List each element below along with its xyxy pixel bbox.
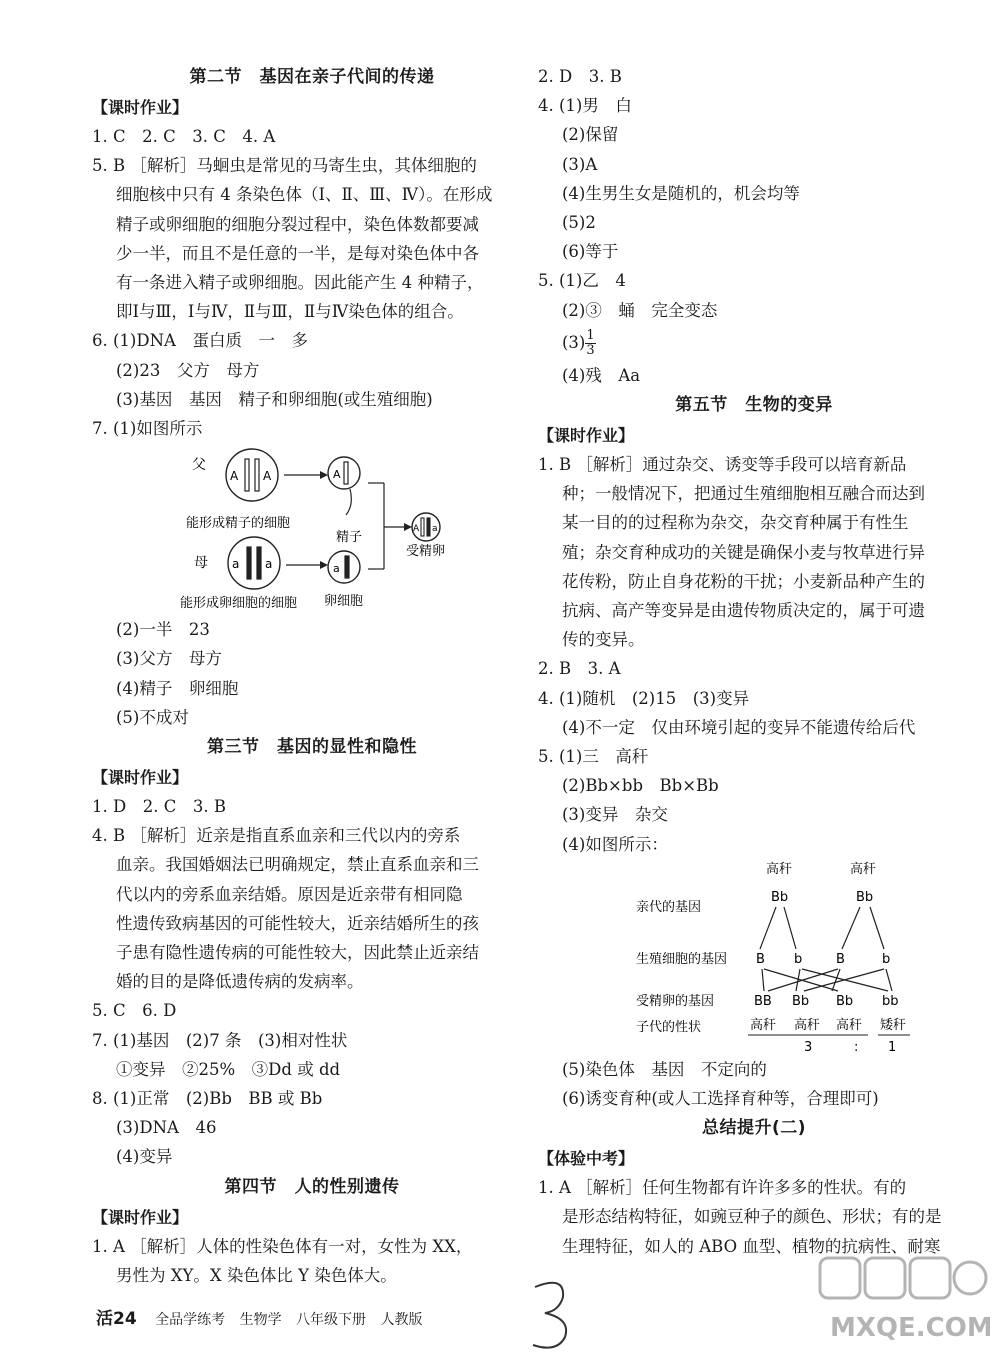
- answer-line: 男性为 XY。X 染色体比 Y 染色体大。: [116, 1265, 397, 1285]
- item-number: (3): [562, 332, 586, 352]
- section-title: 第五节 生物的变异: [675, 395, 833, 416]
- parent-trait: 高秆: [766, 861, 793, 877]
- sperm-label: 精子: [336, 530, 363, 546]
- answer-line: 子患有隐性遗传病的可能性较大，因此禁止近亲结: [116, 943, 479, 963]
- answer-line: 1. D 2. C 3. B: [92, 797, 226, 817]
- gene-label: A: [230, 469, 239, 484]
- answer-line: 5. (1)三 高秆: [538, 747, 649, 767]
- book-series: 全品学练考: [155, 1312, 226, 1328]
- parent-genotype: Bb: [856, 889, 874, 905]
- answer-line: (2)一半 23: [116, 620, 210, 640]
- answer-line: 性遗传致病基因的可能性较大，近亲结婚所生的孩: [116, 913, 479, 933]
- father-label: 父: [192, 457, 206, 474]
- ratio-colon: :: [854, 1039, 859, 1055]
- answer-line: 5. B ［解析］马蛔虫是常见的马寄生虫，其体细胞的: [92, 156, 477, 176]
- answer-line: (5)染色体 基因 不定向的: [562, 1059, 767, 1079]
- watermark-logo: [810, 1252, 990, 1347]
- answer-line: 殖；杂交育种成功的关键是确保小麦与牧草进行异: [562, 542, 925, 562]
- answer-line: 1. A ［解析］任何生物都有许许多多的性状。有的: [538, 1178, 907, 1198]
- watermark-icon: [810, 1252, 990, 1347]
- answer-line: 是形态结构特征，如豌豆种子的颜色、形状；有的是: [562, 1207, 942, 1227]
- answer-line: (2)Bb×bb Bb×Bb: [562, 776, 719, 796]
- right-column: [538, 62, 970, 1261]
- mother-label: 母: [194, 555, 208, 572]
- answer-line: (3)基因 基因 精子和卵细胞(或生殖细胞): [116, 389, 433, 409]
- answer-line: 生理特征，如人的 ABO 血型、植物的抗病性、耐寒: [562, 1236, 941, 1256]
- gamete: B: [836, 951, 845, 967]
- egg-label: 卵细胞: [324, 594, 364, 610]
- answer-line: 即Ⅰ与Ⅲ，Ⅰ与Ⅳ，Ⅱ与Ⅲ，Ⅱ与Ⅳ染色体的组合。: [116, 302, 464, 322]
- left-column: [92, 62, 532, 1290]
- answer-line: 7. (1)基因 (2)7 条 (3)相对性状: [92, 1030, 348, 1050]
- parent-genotype: Bb: [771, 889, 789, 905]
- answer-line: 花传粉，防止自身花粉的干扰；小麦新品种产生的: [562, 571, 925, 591]
- offspring-trait: 高秆: [794, 1017, 821, 1033]
- fraction-numerator: 1: [586, 327, 595, 343]
- offspring-trait: 高秆: [750, 1017, 777, 1033]
- cell-mother-label: 能形成卵细胞的细胞: [180, 596, 298, 612]
- answer-line: (5)2: [562, 213, 596, 233]
- answer-line: (2)③ 蛹 完全变态: [562, 300, 718, 320]
- ratio-value: 3: [804, 1039, 813, 1055]
- section-tag: 【课时作业】: [538, 426, 635, 446]
- answer-line: 有一条进入精子或卵细胞。因此能产生 4 种精子，: [116, 273, 484, 293]
- section-tag: 【课时作业】: [92, 1207, 189, 1227]
- answer-line: (4)变异: [116, 1147, 173, 1167]
- answer-line: 某一目的的过程称为杂交，杂交育种属于有性生: [562, 513, 909, 533]
- gene-label: a: [232, 557, 240, 572]
- answer-line: 少一半，而且不是任意的一半，是每对染色体中各: [116, 243, 479, 263]
- gene-label: A: [263, 469, 272, 484]
- ratio-value: 1: [888, 1039, 897, 1055]
- zygote-label: 受精卵: [406, 544, 446, 560]
- section-title: 总结提升(二): [701, 1118, 807, 1139]
- answer-line: (6)诱变育种(或人工选择育种等，合理即可): [562, 1089, 879, 1109]
- answer-line: 1. C 2. C 3. C 4. A: [92, 127, 276, 146]
- gamete: b: [882, 951, 891, 967]
- answer-line: 精子或卵细胞的细胞分裂过程中，染色体数都要减: [116, 214, 479, 234]
- answer-line: (4)精子 卵细胞: [116, 678, 239, 698]
- answer-line: 抗病、高产等变异是由遗传物质决定的，属于可遗: [562, 601, 925, 621]
- answer-line: 4. B ［解析］近亲是指直系血亲和三代以内的旁系: [92, 826, 461, 846]
- offspring-trait: 高秆: [836, 1017, 863, 1033]
- answer-line: 5. (1)乙 4: [538, 271, 626, 291]
- answer-line: (4)残 Aa: [562, 365, 641, 385]
- gamete: b: [794, 951, 803, 967]
- answer-line: [538, 325, 970, 361]
- section-tag: 【课时作业】: [92, 98, 189, 117]
- answer-line: 细胞核中只有 4 条染色体（Ⅰ、Ⅱ、Ⅲ、Ⅳ）。在形成: [116, 185, 493, 205]
- answer-line: (4)如图所示：: [562, 834, 668, 854]
- offspring-genotype: Bb: [836, 993, 854, 1009]
- zygote-gene-label: 受精卵的基因: [636, 993, 715, 1009]
- offspring-genotype: Bb: [792, 993, 810, 1009]
- answer-line: 4. (1)男 白: [538, 96, 632, 116]
- answer-line: (3)A: [562, 154, 598, 174]
- answer-line: 5. C 6. D: [92, 1001, 177, 1021]
- answer-line: 2. B 3. A: [538, 659, 621, 679]
- section-tag: 【体验中考】: [538, 1149, 635, 1169]
- page-number: 活24: [96, 1309, 137, 1329]
- edition: 人教版: [380, 1312, 423, 1328]
- offspring-trait-label: 子代的性状: [636, 1019, 702, 1035]
- answer-line: (4)不一定 仅由环境引起的变异不能遗传给后代: [562, 717, 916, 737]
- answer-line: 1. A ［解析］人体的性染色体有一对，女性为 XX，: [92, 1236, 473, 1256]
- gamete-gene-label: 生殖细胞的基因: [636, 951, 728, 967]
- answer-line: 种；一般情况下，把通过生殖细胞相互融合而达到: [562, 484, 925, 504]
- handwritten-mark: [525, 1275, 585, 1355]
- subject: 生物学: [239, 1312, 282, 1328]
- answer-line: (3)变异 杂交: [562, 805, 668, 825]
- fraction: [585, 329, 595, 358]
- offspring-trait: 矮秆: [880, 1017, 907, 1033]
- fraction-denominator: 3: [586, 342, 595, 358]
- section-tag: 【课时作业】: [92, 768, 189, 788]
- answer-line: 7. (1)如图所示: [92, 419, 203, 439]
- gene-label: A: [333, 468, 341, 482]
- answer-line: (2)保留: [562, 125, 619, 145]
- parent-gene-label: 亲代的基因: [636, 899, 702, 915]
- offspring-genotype: BB: [754, 993, 772, 1009]
- gene-label: A: [413, 524, 420, 535]
- gene-label: a: [265, 557, 273, 572]
- answer-line: (5)不成对: [116, 707, 189, 727]
- cross-arrows: [760, 907, 892, 991]
- answer-line: ①变异 ②25% ③Dd 或 dd: [116, 1059, 341, 1079]
- answer-line: (3)DNA 46: [116, 1118, 217, 1138]
- answer-line: 传的变异。: [562, 630, 645, 650]
- answer-line: 1. B ［解析］通过杂交、诱变等手段可以培育新品: [538, 455, 907, 475]
- page-footer: [96, 1304, 432, 1329]
- answer-line: 4. (1)随机 (2)15 (3)变异: [538, 688, 750, 708]
- answer-line: 血亲。我国婚姻法已明确规定，禁止直系血亲和三: [116, 855, 479, 875]
- genetic-cross-diagram: [538, 859, 970, 1055]
- answer-line: (2)23 父方 母方: [116, 360, 260, 380]
- answer-line: (6)等于: [562, 242, 619, 262]
- answer-line: 代以内的旁系血亲结婚。原因是近亲带有相同隐: [116, 884, 463, 904]
- answer-line: (3)父方 母方: [116, 649, 222, 669]
- offspring-genotype: bb: [882, 993, 899, 1009]
- section-title: 第四节 人的性别遗传: [224, 1176, 400, 1197]
- section-title: 第三节 基因的显性和隐性: [207, 737, 417, 758]
- gene-label: a: [333, 562, 340, 576]
- watermark-text: MXQE.COM: [830, 1313, 990, 1343]
- parent-trait: 高秆: [850, 861, 877, 877]
- fertilization-diagram: [88, 443, 528, 615]
- cell-father-label: 能形成精子的细胞: [186, 516, 291, 532]
- answer-line: 婚的目的是降低遗传病的发病率。: [116, 972, 364, 992]
- answer-line: (4)生男生女是随机的，机会均等: [562, 183, 800, 203]
- answer-line: 8. (1)正常 (2)Bb BB 或 Bb: [92, 1089, 323, 1109]
- gamete: B: [756, 951, 765, 967]
- gene-label: a: [432, 524, 438, 535]
- grade: 八年级下册: [296, 1312, 367, 1328]
- section-title: 第二节 基因在亲子代间的传递: [189, 67, 435, 87]
- answer-line: 6. (1)DNA 蛋白质 一 多: [92, 331, 308, 351]
- answer-line: 2. D 3. B: [538, 67, 622, 86]
